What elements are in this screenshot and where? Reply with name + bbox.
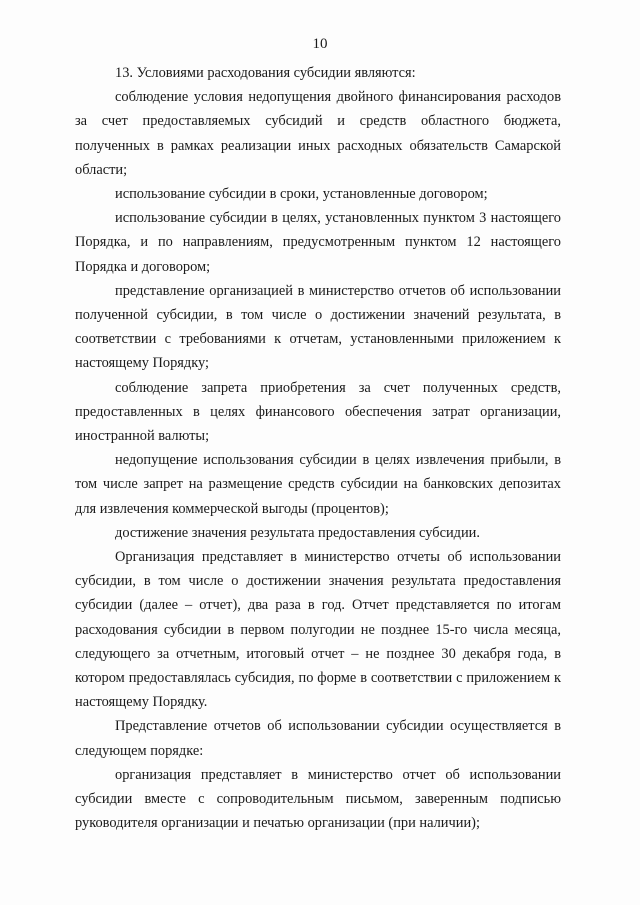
paragraph-currency-ban: соблюдение запрета приобретения за счет полученных средств, предоставленных в целях финансового обеспечения затрат организации, иностранной валюты; [75,379,561,445]
page-number: 10 [312,36,328,52]
paragraph-report-submission: организация представляет в министерство отчет об использовании субсидии вместе с сопроводительным письмом, заверенным подписью руководителя организации и печатью организации (при наличии); [75,766,561,832]
paragraph-use-in-terms: использование субсидии в сроки, установленные договором; [115,186,488,203]
paragraph-use-for-purposes: использование субсидии в целях, установленных пунктом 3 настоящего Порядка, и по направлениям, предусмотренным пунктом 12 настоящего Порядка и договором; [75,210,561,275]
paragraph-report-schedule: Организация представляет в министерство отчеты об использовании субсидии, в том числе о достижении значения результата предоставления субсидии (далее – отчет), два раза в год. Отчет представляется по итогам расходования субсидии в первом полугодии не позднее 15-го числа месяца, следующего за отчетным, итоговый отчет – не позднее 30 декабря года, в котором предоставлялась субсидия, по форме в соответствии с приложением к настоящему Порядку. [75,549,561,711]
paragraph-no-double-financing: соблюдение условия недопущения двойного финансирования расходов за счет предоставляемых субсидий и средств областного бюджета, полученных в рамках реализации иных расходных обязательств Самарской области; [75,89,561,178]
paragraph-reporting: представление организацией в министерство отчетов об использовании полученной субсидии, в том числе о достижении значений результата, в соответствии с требованиями к отчетам, установленными приложением к настоящему Порядку; [75,282,561,372]
paragraph-report-procedure: Представление отчетов об использовании субсидии осуществляется в следующем порядке: [75,718,561,759]
document-body [75,61,561,836]
paragraph-item-13-heading: 13. Условиями расходования субсидии являются: [115,65,416,81]
paragraph-profit-ban: недопущение использования субсидии в целях извлечения прибыли, в том числе запрет на размещение средств субсидии на банковских депозитах для извлечения коммерческой выгоды (процентов); [75,452,561,517]
paragraph-result-achievement: достижение значения результата предоставления субсидии. [115,524,480,541]
